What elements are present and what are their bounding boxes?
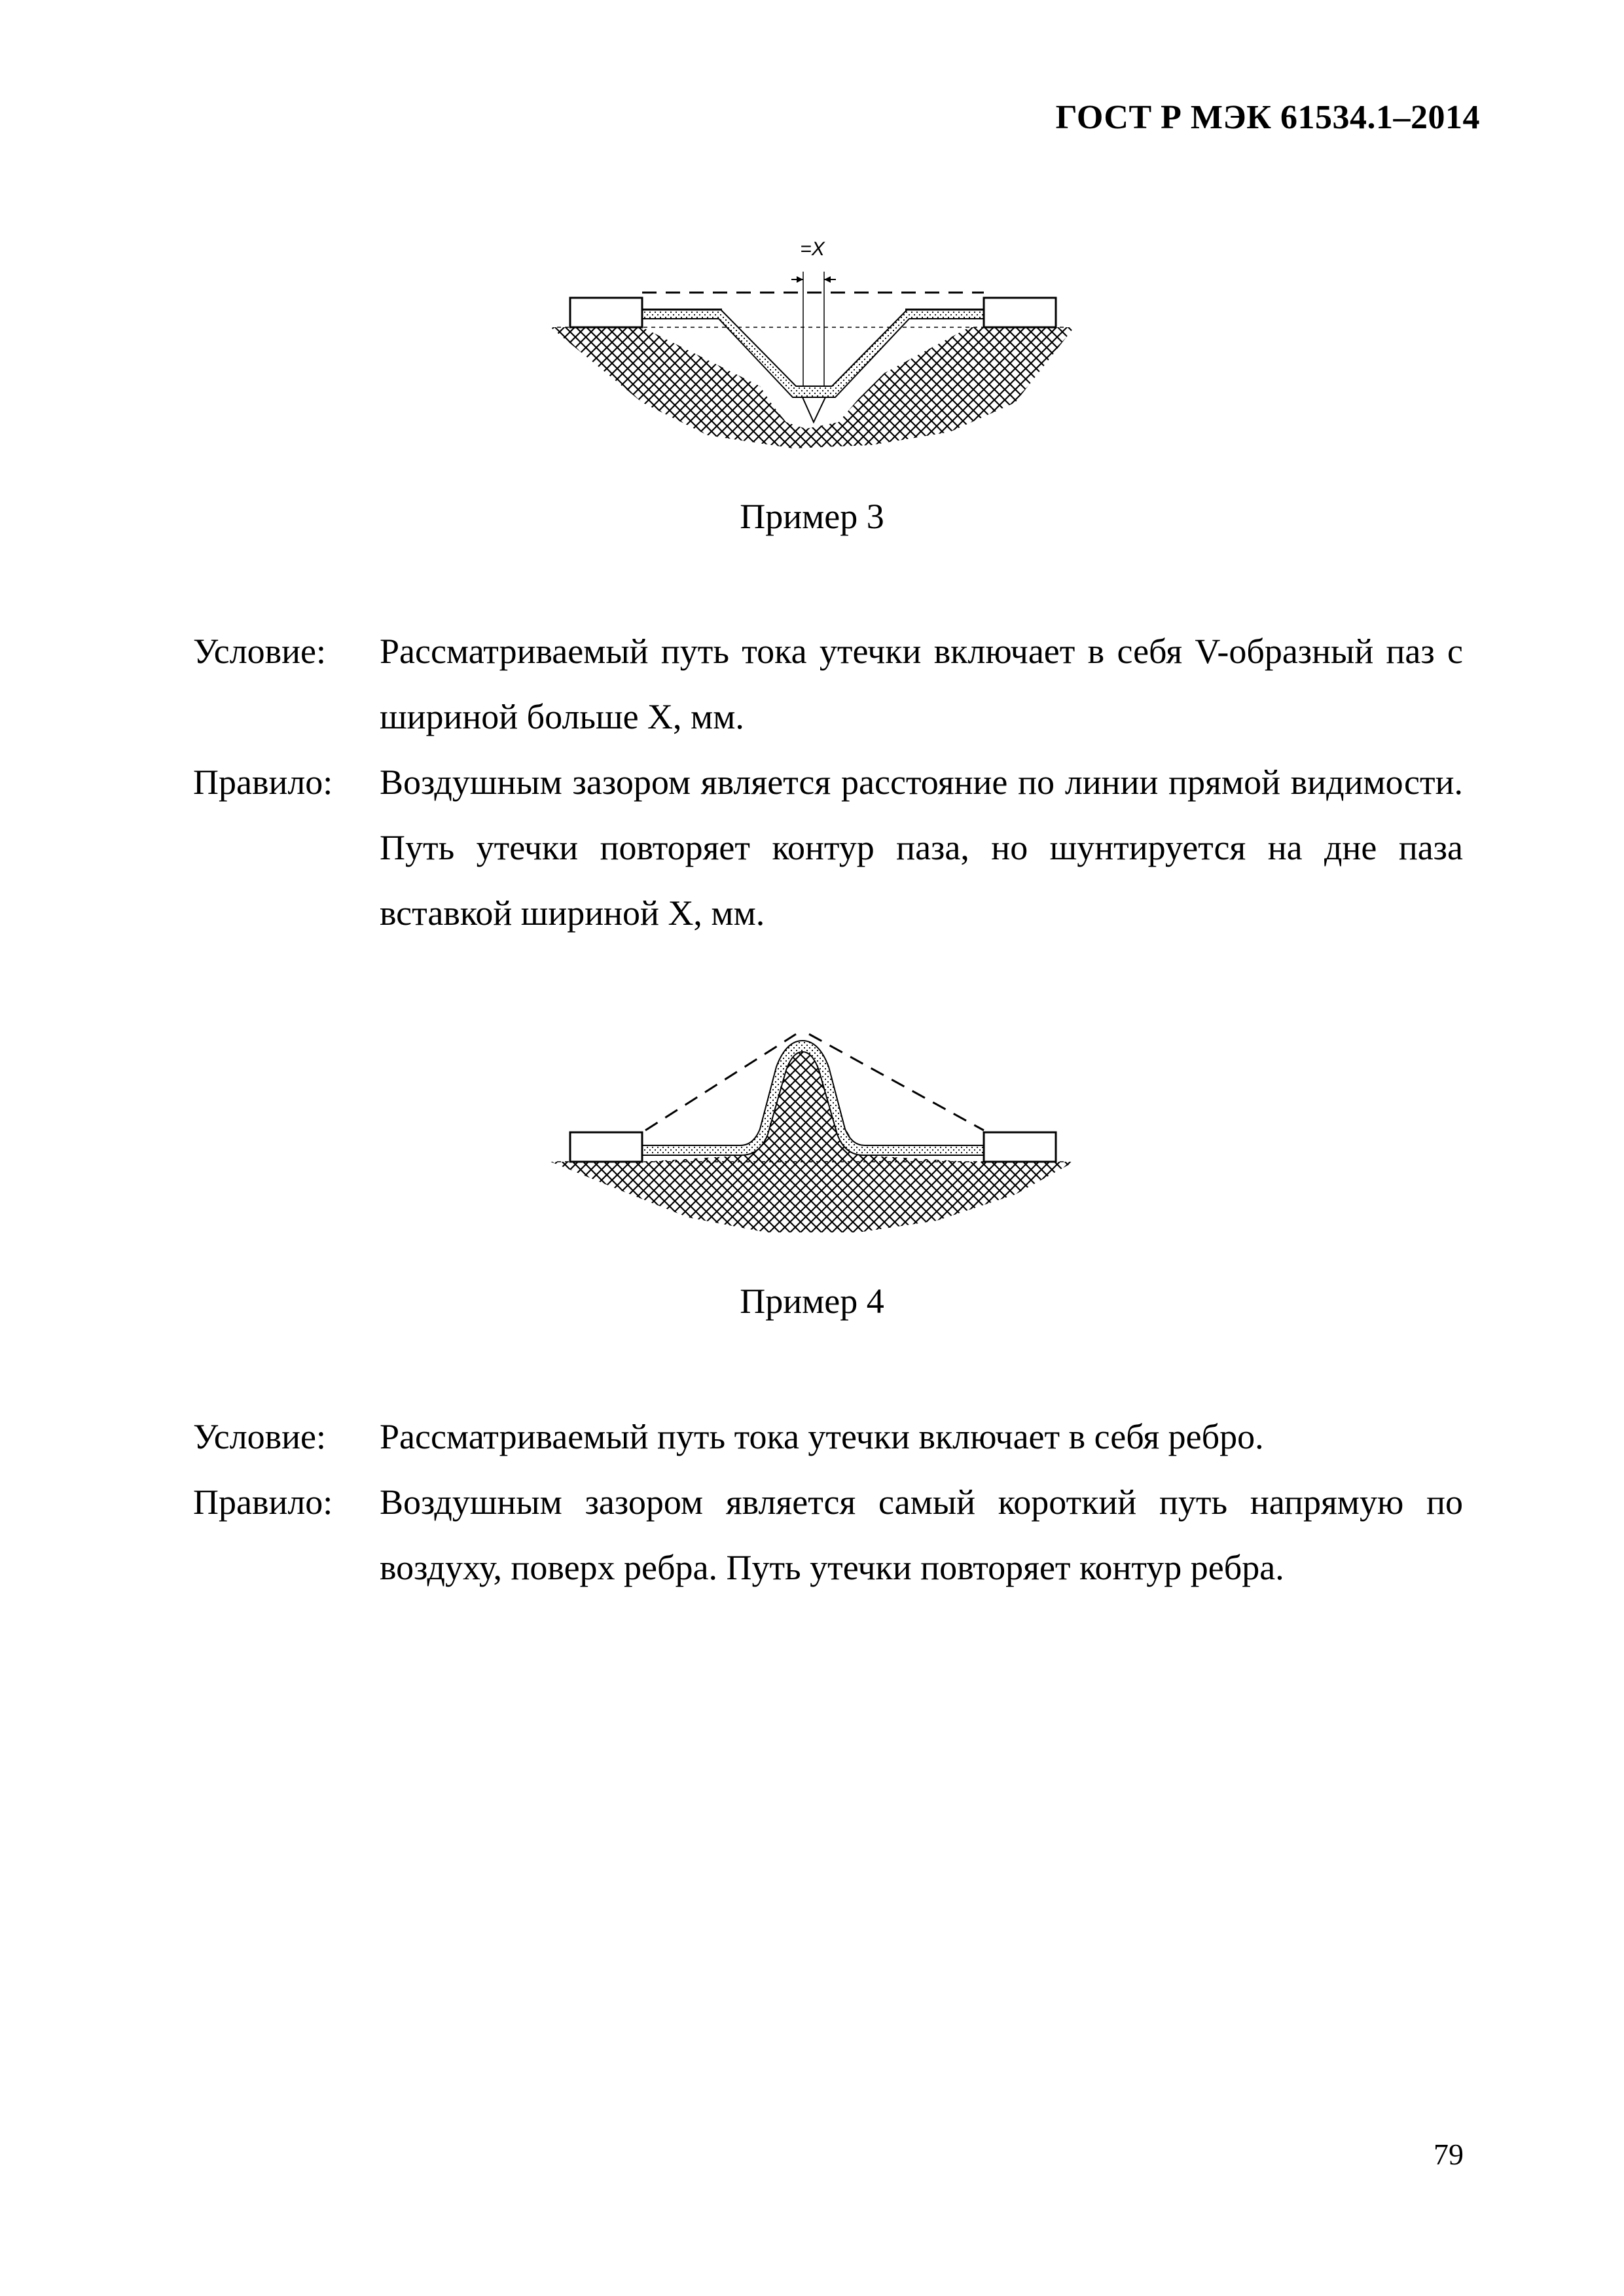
rule-label: Правило: [193, 1482, 333, 1522]
example-4-text [193, 1404, 1463, 1600]
dimension-x-label: =X [799, 238, 825, 260]
example-3-text [193, 619, 1463, 946]
caption-example-3: Пример 3 [740, 497, 884, 536]
condition-row [193, 619, 1463, 749]
condition-row [193, 1404, 1463, 1469]
caption-example-4: Пример 4 [740, 1282, 884, 1321]
rule-row [193, 1469, 1463, 1600]
page-number: 79 [1434, 2138, 1464, 2171]
rule-row [193, 749, 1463, 946]
rule-label: Правило: [193, 762, 333, 802]
rule-text: Воздушным зазором является расстояние по линии прямой видимости. Путь утечки повторяет контур паза, но шунтируется на дне паза вставкой шириной X, мм. [380, 762, 1463, 933]
condition-label: Условие: [193, 632, 327, 671]
condition-text: Рассматриваемый путь тока утечки включает в себя V-образный паз с шириной больше X, мм. [380, 632, 1463, 736]
condition-label: Условие: [193, 1417, 327, 1456]
condition-text: Рассматриваемый путь тока утечки включает в себя ребро. [380, 1417, 1264, 1456]
figure-v-groove [0, 232, 1624, 448]
figure-rib [0, 1018, 1624, 1234]
rule-text: Воздушным зазором является самый короткий путь напрямую по воздуху, поверх ребра. Путь утечки повторяет контур ребра. [380, 1482, 1463, 1587]
document-header: ГОСТ Р МЭК 61534.1–2014 [1055, 99, 1480, 136]
